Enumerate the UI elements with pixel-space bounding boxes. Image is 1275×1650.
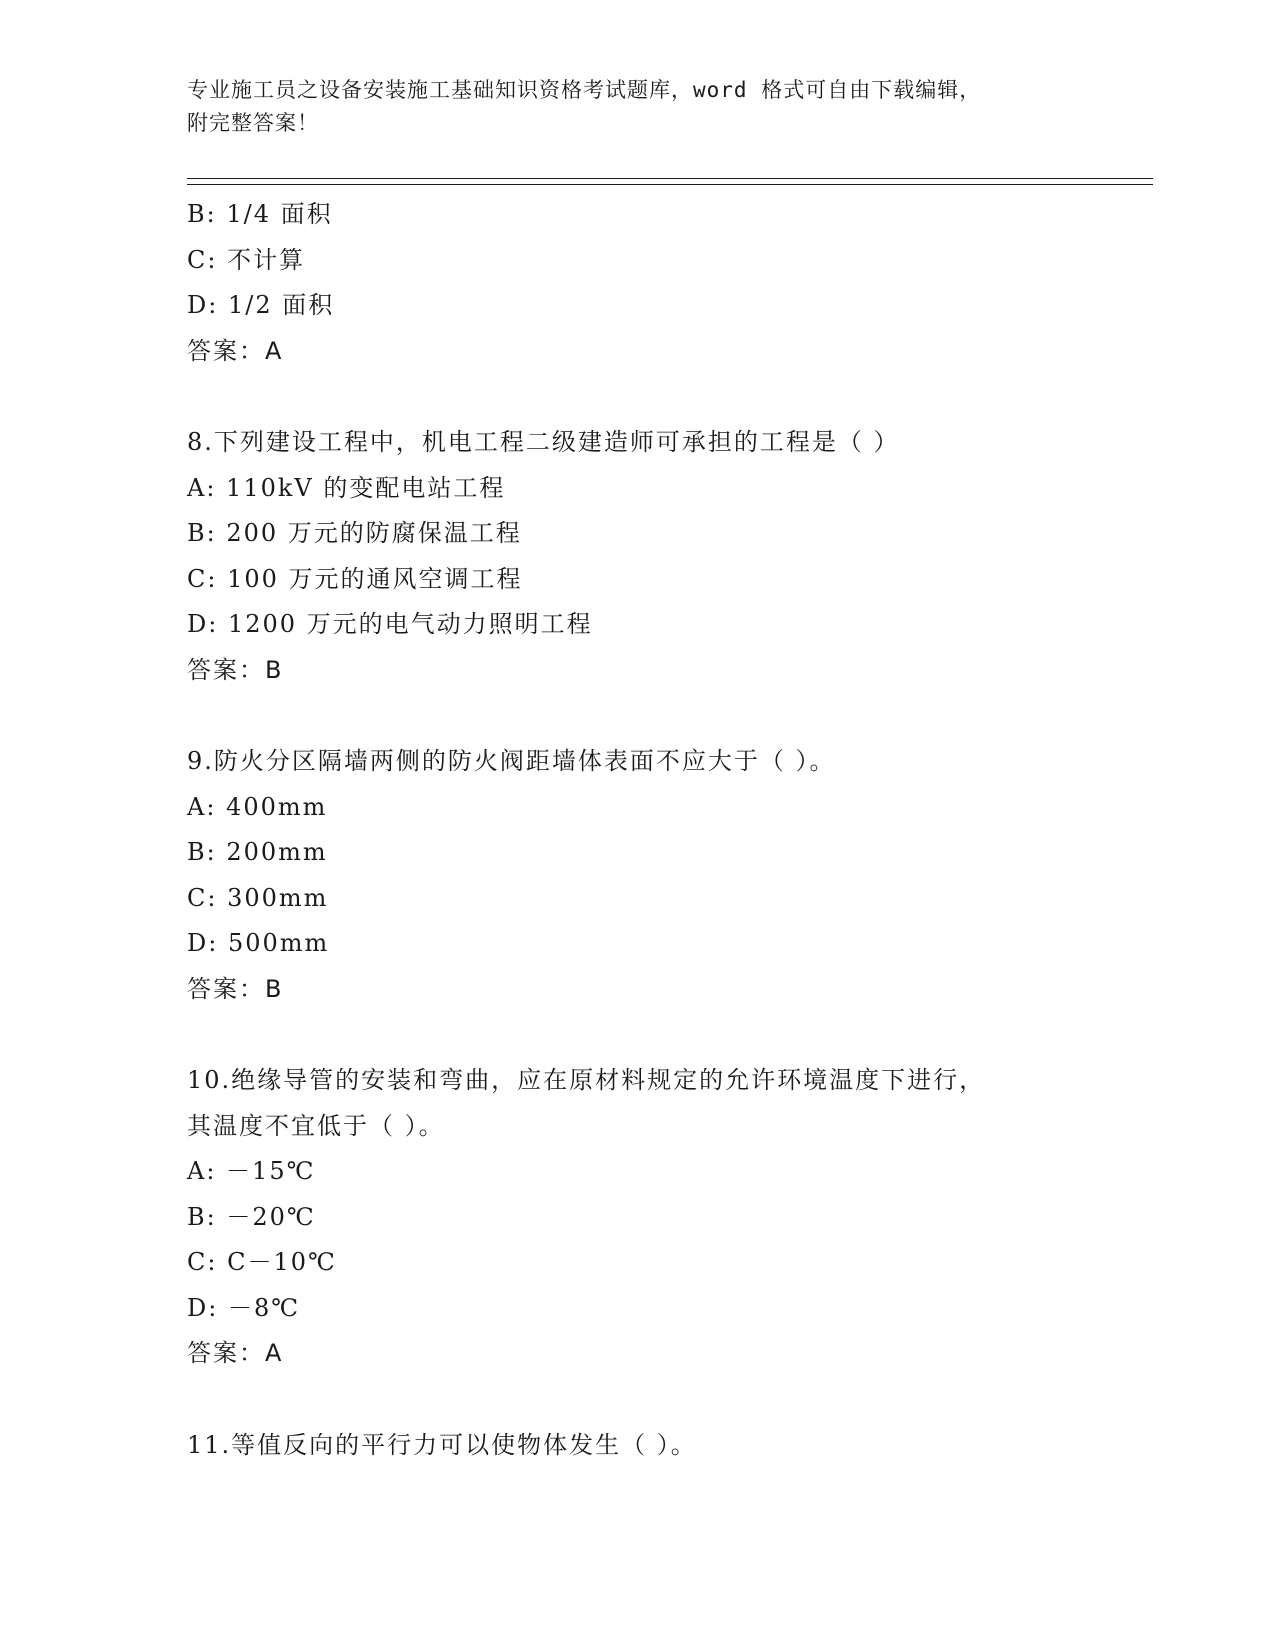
answer: 答案：B: [187, 974, 284, 1003]
header-line-1: 专业施工员之设备安装施工基础知识资格考试题库，word 格式可自由下载编辑，: [187, 78, 982, 102]
question-partial: [187, 192, 1107, 374]
option-d: D: 1200 万元的电气动力照明工程: [187, 610, 593, 638]
question-stem-line-1: 10.绝缘导管的安装和弯曲，应在原材料规定的允许环境温度下进行，: [187, 1066, 986, 1094]
option-d: D: 1/2 面积: [187, 291, 335, 319]
question-9: [187, 739, 1107, 1012]
question-list: [187, 192, 1107, 1468]
answer: 答案：A: [187, 336, 284, 365]
header-divider-top: [187, 178, 1153, 179]
option-a: A: 400mm: [187, 792, 328, 821]
question-11: [187, 1423, 1107, 1469]
option-c: C: 300mm: [187, 883, 329, 912]
option-b: B: －20℃: [187, 1202, 316, 1231]
question-8: [187, 420, 1107, 693]
answer: 答案：A: [187, 1339, 284, 1367]
answer: 答案：B: [187, 655, 284, 684]
option-c: C: 100 万元的通风空调工程: [187, 564, 523, 593]
question-10: [187, 1058, 1107, 1377]
option-b: B: 200mm: [187, 838, 328, 866]
option-b: B: 1/4 面积: [187, 200, 333, 228]
option-d: D: 500mm: [187, 929, 330, 957]
document-header: [187, 74, 1087, 140]
option-d: D: －8℃: [187, 1293, 301, 1322]
question-stem: 9.防火分区隔墙两侧的防火阀距墙体表面不应大于（ ）。: [187, 747, 836, 775]
option-c: C: C－10℃: [187, 1248, 337, 1276]
question-stem: 11.等值反向的平行力可以使物体发生（ ）。: [187, 1430, 697, 1459]
option-b: B: 200 万元的防腐保温工程: [187, 519, 522, 547]
question-stem: 8.下列建设工程中，机电工程二级建造师可承担的工程是（ ）: [187, 428, 900, 456]
option-c: C: 不计算: [187, 245, 306, 274]
option-a: A: 110kV 的变配电站工程: [187, 473, 506, 502]
header-divider-bottom: [187, 184, 1153, 185]
header-line-2: 附完整答案！: [187, 111, 319, 135]
option-a: A: －15℃: [187, 1157, 316, 1185]
question-stem-line-2: 其温度不宜低于（ ）。: [187, 1111, 445, 1140]
